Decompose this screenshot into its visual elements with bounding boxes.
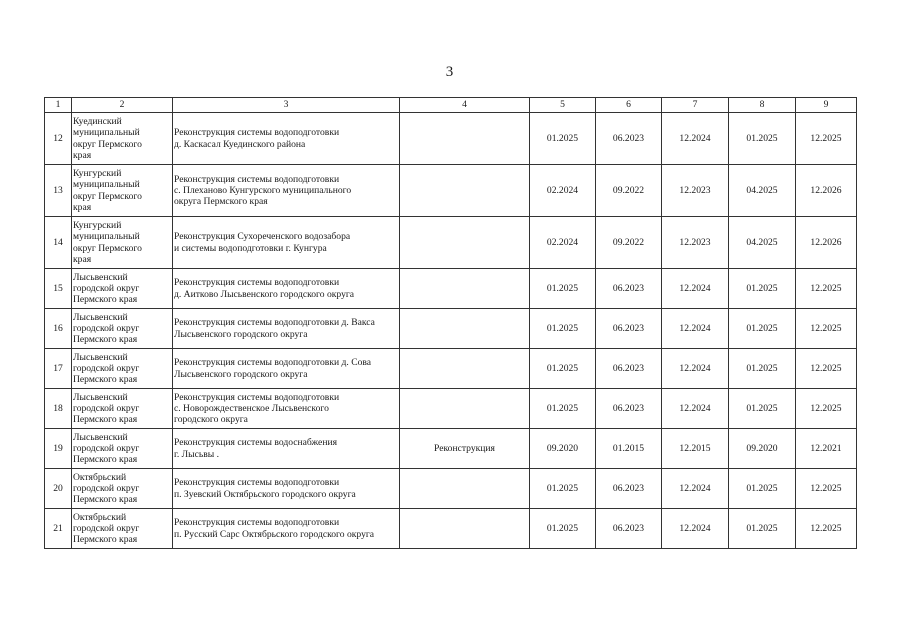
municipality-cell-line: края (73, 253, 92, 265)
municipality-cell-line: городской округ (73, 362, 140, 374)
date-cell-col9: 12.2025 (796, 469, 857, 509)
row-number: 18 (45, 389, 72, 429)
municipality-cell-line: городской округ (73, 322, 140, 334)
municipality-cell-line: муниципальный (73, 179, 140, 191)
column-4-cell (400, 217, 530, 269)
project-cell (173, 429, 400, 469)
column-header-2: 2 (72, 98, 173, 113)
municipality-cell-line: городской округ (73, 522, 140, 534)
date-cell-col9: 12.2025 (796, 509, 857, 549)
date-cell-col5: 01.2025 (530, 309, 596, 349)
project-cell-line: Лысьвенского городского округа (174, 368, 308, 380)
row-number: 15 (45, 269, 72, 309)
date-cell-col9: 12.2025 (796, 269, 857, 309)
project-cell (173, 309, 400, 349)
table-body (45, 113, 857, 549)
project-cell-line: Реконструкция системы водоподготовки (174, 127, 340, 139)
date-cell-col7: 12.2015 (662, 429, 729, 469)
date-cell-col8: 01.2025 (729, 113, 796, 165)
project-cell-line: городского округа (174, 414, 248, 426)
date-cell-col7: 12.2024 (662, 113, 729, 165)
project-cell-line: Реконструкция системы водоподготовки (174, 477, 340, 489)
column-4-cell (400, 309, 530, 349)
table-row (45, 429, 857, 469)
project-cell (173, 269, 400, 309)
date-cell-col8: 01.2025 (729, 509, 796, 549)
column-4-cell (400, 165, 530, 217)
date-cell-col9: 12.2026 (796, 217, 857, 269)
municipality-cell-line: Октябрьский (73, 471, 127, 483)
table-row (45, 309, 857, 349)
date-cell-col9: 12.2025 (796, 349, 857, 389)
date-cell-col5: 01.2025 (530, 113, 596, 165)
project-cell-line: Лысьвенского городского округа (174, 328, 308, 340)
municipality-cell-line: муниципальный (73, 231, 140, 243)
municipality-cell-line: округ Пермского (73, 138, 142, 150)
date-cell-col7: 12.2023 (662, 217, 729, 269)
municipality-cell-line: Пермского края (73, 374, 138, 386)
project-cell-line: с. Плеханово Кунгурского муниципального (174, 184, 352, 196)
project-cell-line: с. Новорождественское Лысьвенского (174, 402, 329, 414)
municipality-cell (72, 165, 173, 217)
date-cell-col6: 06.2023 (596, 309, 662, 349)
municipality-cell (72, 389, 173, 429)
date-cell-col8: 01.2025 (729, 349, 796, 389)
row-number: 20 (45, 469, 72, 509)
project-cell-line: Реконструкция системы водоподготовки (174, 173, 340, 185)
date-cell-col6: 06.2023 (596, 113, 662, 165)
page-number: 3 (445, 64, 454, 80)
project-cell-line: Реконструкция системы водоподготовки д. Вакса (174, 317, 375, 329)
table-row (45, 165, 857, 217)
date-cell-col5: 01.2025 (530, 269, 596, 309)
date-cell-col5: 01.2025 (530, 469, 596, 509)
project-cell-line: д. Каскасал Куединского района (174, 138, 306, 150)
date-cell-col9: 12.2025 (796, 309, 857, 349)
municipality-cell (72, 217, 173, 269)
column-header-8: 8 (729, 98, 796, 113)
municipality-cell-line: Кунгурский (73, 220, 122, 232)
date-cell-col8: 01.2025 (729, 309, 796, 349)
municipality-cell-line: Куединский (73, 116, 122, 128)
column-4-cell (400, 113, 530, 165)
column-header-5: 5 (530, 98, 596, 113)
table-row (45, 349, 857, 389)
row-number: 16 (45, 309, 72, 349)
date-cell-col6: 06.2023 (596, 389, 662, 429)
column-header-7: 7 (662, 98, 729, 113)
municipality-cell-line: муниципальный (73, 127, 140, 139)
date-cell-col8: 01.2025 (729, 269, 796, 309)
date-cell-col7: 12.2023 (662, 165, 729, 217)
municipality-cell-line: городской округ (73, 402, 140, 414)
row-number: 21 (45, 509, 72, 549)
date-cell-col7: 12.2024 (662, 269, 729, 309)
date-cell-col6: 01.2015 (596, 429, 662, 469)
project-table (44, 97, 857, 549)
column-4-cell (400, 269, 530, 309)
project-cell-line: п. Русский Сарс Октябрьского городского округа (174, 528, 375, 540)
municipality-cell-line: Пермского края (73, 454, 138, 466)
date-cell-col8: 01.2025 (729, 389, 796, 429)
date-cell-col7: 12.2024 (662, 309, 729, 349)
table-row (45, 509, 857, 549)
municipality-cell-line: Пермского края (73, 494, 138, 506)
municipality-cell-line: Пермского края (73, 414, 138, 426)
row-number: 17 (45, 349, 72, 389)
date-cell-col5: 01.2025 (530, 389, 596, 429)
date-cell-col6: 06.2023 (596, 509, 662, 549)
municipality-cell (72, 349, 173, 389)
municipality-cell-line: округ Пермского (73, 190, 142, 202)
municipality-cell (72, 429, 173, 469)
date-cell-col6: 06.2023 (596, 349, 662, 389)
row-number: 12 (45, 113, 72, 165)
project-cell-line: и системы водоподготовки г. Кунгура (174, 242, 327, 254)
date-cell-col9: 12.2025 (796, 389, 857, 429)
row-number: 13 (45, 165, 72, 217)
table-row (45, 269, 857, 309)
date-cell-col7: 12.2024 (662, 469, 729, 509)
project-cell-line: п. Зуевский Октябрьского городского округа (174, 488, 356, 500)
column-4-cell: Реконструкция (400, 429, 530, 469)
municipality-cell (72, 269, 173, 309)
column-header-6: 6 (596, 98, 662, 113)
column-header-4: 4 (400, 98, 530, 113)
municipality-cell-line: Лысьвенский (73, 431, 128, 443)
project-cell-line: округа Пермского края (174, 196, 268, 208)
date-cell-col6: 09.2022 (596, 217, 662, 269)
table-row (45, 217, 857, 269)
project-cell (173, 113, 400, 165)
municipality-cell-line: городской округ (73, 482, 140, 494)
municipality-cell (72, 469, 173, 509)
project-cell (173, 469, 400, 509)
date-cell-col7: 12.2024 (662, 349, 729, 389)
municipality-cell (72, 509, 173, 549)
project-cell-line: г. Лысьвы . (174, 448, 220, 460)
column-header-1: 1 (45, 98, 72, 113)
column-4-cell (400, 469, 530, 509)
date-cell-col8: 09.2020 (729, 429, 796, 469)
date-cell-col5: 09.2020 (530, 429, 596, 469)
municipality-cell-line: Пермского края (73, 534, 138, 546)
table-row (45, 113, 857, 165)
column-4-cell (400, 509, 530, 549)
municipality-cell-line: городской округ (73, 442, 140, 454)
date-cell-col9: 12.2021 (796, 429, 857, 469)
column-4-cell (400, 389, 530, 429)
municipality-cell-line: Пермского края (73, 334, 138, 346)
date-cell-col6: 06.2023 (596, 269, 662, 309)
date-cell-col6: 09.2022 (596, 165, 662, 217)
date-cell-col9: 12.2026 (796, 165, 857, 217)
municipality-cell-line: Октябрьский (73, 511, 127, 523)
date-cell-col6: 06.2023 (596, 469, 662, 509)
date-cell-col8: 04.2025 (729, 217, 796, 269)
project-cell (173, 509, 400, 549)
column-header-9: 9 (796, 98, 857, 113)
municipality-cell-line: Лысьвенский (73, 311, 128, 323)
municipality-cell-line: края (73, 149, 92, 161)
project-cell-line: Реконструкция системы водоснабжения (174, 437, 337, 449)
municipality-cell-line: Пермского края (73, 294, 138, 306)
column-4-cell (400, 349, 530, 389)
municipality-cell-line: Лысьвенский (73, 391, 128, 403)
date-cell-col9: 12.2025 (796, 113, 857, 165)
date-cell-col8: 04.2025 (729, 165, 796, 217)
date-cell-col5: 01.2025 (530, 349, 596, 389)
project-cell-line: Реконструкция системы водоподготовки (174, 391, 340, 403)
table-row (45, 389, 857, 429)
municipality-cell (72, 309, 173, 349)
project-cell-line: Реконструкция Сухореченского водозабора (174, 231, 351, 243)
project-cell (173, 217, 400, 269)
date-cell-col5: 01.2025 (530, 509, 596, 549)
project-cell (173, 165, 400, 217)
row-number: 14 (45, 217, 72, 269)
municipality-cell-line: округ Пермского (73, 242, 142, 254)
project-cell-line: Реконструкция системы водоподготовки д. Сова (174, 357, 372, 369)
project-cell (173, 389, 400, 429)
date-cell-col5: 02.2024 (530, 165, 596, 217)
date-cell-col7: 12.2024 (662, 389, 729, 429)
project-cell-line: Реконструкция системы водоподготовки (174, 277, 340, 289)
municipality-cell-line: Лысьвенский (73, 271, 128, 283)
date-cell-col8: 01.2025 (729, 469, 796, 509)
municipality-cell-line: Кунгурский (73, 168, 122, 180)
table-row (45, 469, 857, 509)
municipality-cell-line: края (73, 201, 92, 213)
project-cell-line: Реконструкция системы водоподготовки (174, 517, 340, 529)
date-cell-col5: 02.2024 (530, 217, 596, 269)
municipality-cell (72, 113, 173, 165)
project-cell-line: д. Аитково Лысьвенского городского округа (174, 288, 355, 300)
project-cell (173, 349, 400, 389)
municipality-cell-line: городской округ (73, 282, 140, 294)
header-row (45, 98, 857, 113)
municipality-cell-line: Лысьвенский (73, 351, 128, 363)
column-header-3: 3 (173, 98, 400, 113)
date-cell-col7: 12.2024 (662, 509, 729, 549)
row-number: 19 (45, 429, 72, 469)
